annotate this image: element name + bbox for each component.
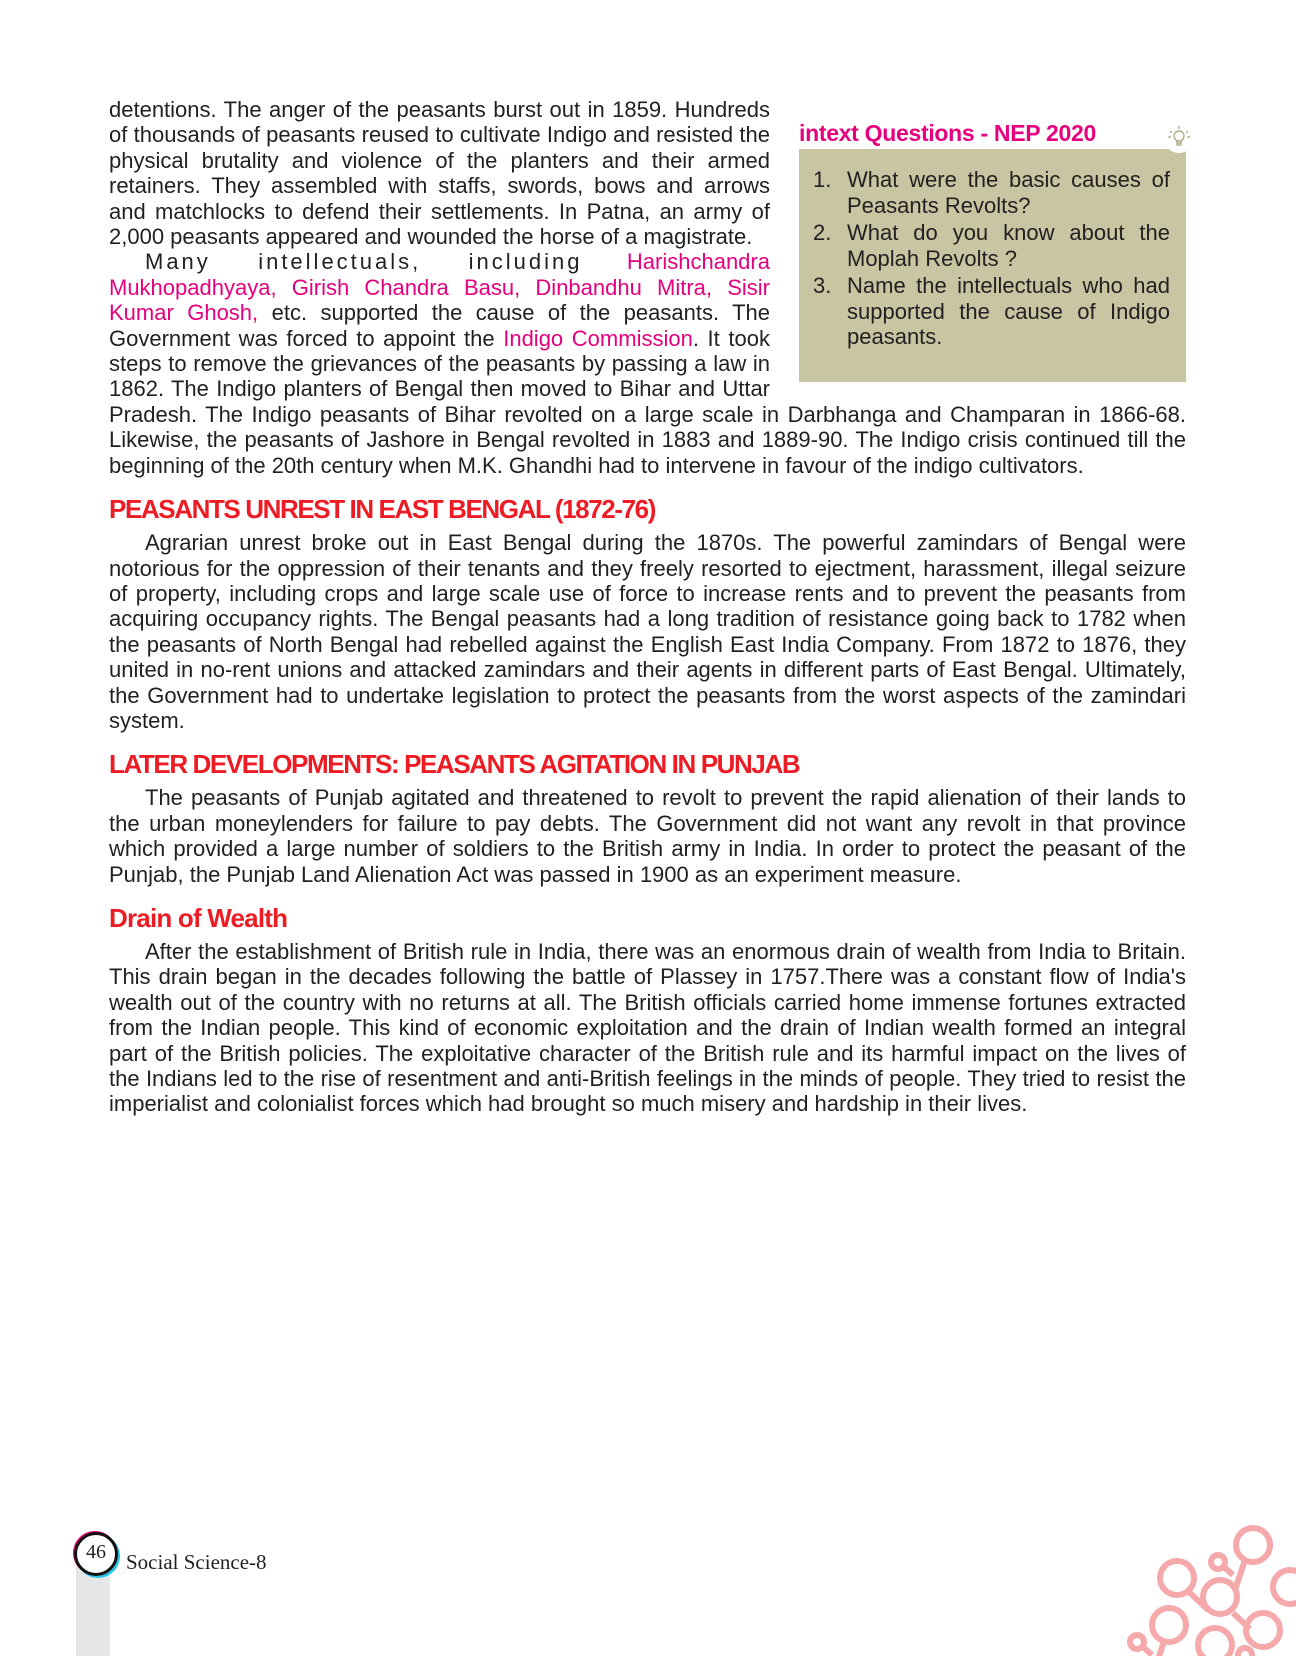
intext-title: intext Questions - NEP 2020 <box>799 120 1096 146</box>
question-item <box>813 273 1170 350</box>
intext-questions-panel <box>799 119 1186 382</box>
paragraph: Agrarian unrest broke out in East Bengal during the 1870s. The powerful zamindars of Bengal were notorious for the oppression of their tenants and they freely resorted to ejectment, harassment, illegal seizure of property, including crops and large scale use of force to increase rents and to prevent the peasants from acquiring occupancy rights. The Bengal peasants had a long tradition of resistance going back to 1782 when the peasants of North Bengal had rebelled against the English East India Company. From 1872 to 1876, they united in no-rent unions and attacked zamindars and their agents in different parts of East Bengal. Ultimately, the Government had to undertake legislation to protect the peasants from the worst aspects of the zamindari system. <box>109 530 1186 733</box>
decorative-circles <box>1120 1515 1296 1656</box>
text: Many intellectuals, including <box>145 249 583 275</box>
book-title: Social Science-8 <box>126 1550 267 1574</box>
text: etc. supported the cause of the peasants. The Government was forced to appoint the <box>109 300 770 351</box>
question-number: 3. <box>813 273 832 298</box>
page-content <box>109 97 1186 1117</box>
page-number: 46 <box>74 1532 118 1576</box>
lightbulb-icon <box>1164 123 1194 153</box>
paragraph: The peasants of Punjab agitated and threatened to revolt to prevent the rapid alienation of their lands to the urban moneylenders for failure to pay debts. The Government did not want any revolt in that province which provided a large number of soldiers to the British army in India. In order to protect the peasant of the Punjab, the Punjab Land Alienation Act was passed in 1900 as an experiment measure. <box>109 785 1186 887</box>
section-heading: LATER DEVELOPMENTS: PEASANTS AGITATION IN PUNJAB <box>109 749 800 780</box>
question-text: What do you know about the Moplah Revolts ? <box>847 220 1170 271</box>
question-item <box>813 220 1170 271</box>
question-number: 1. <box>813 167 832 192</box>
question-text: Name the intellectuals who had supported the cause of Indigo peasants. <box>847 273 1170 349</box>
paragraph: detentions. The anger of the peasants burst out in 1859. Hundreds of thousands of peasants reused to cultivate Indigo and resisted the physical brutality and violence of the planters and their armed retainers. They assembled with staffs, swords, bows and arrows and matchlocks to defend their settlements. In Patna, an army of 2,000 peasants appeared and wounded the horse of a magistrate. <box>109 97 770 250</box>
section-heading: PEASANTS UNREST IN EAST BENGAL (1872-76) <box>109 494 655 525</box>
highlighted-names: Harishchandra Mukhopadhyaya, Girish Chandra Basu, Dinbandhu Mitra, Sisir Kumar Ghosh, <box>109 249 770 326</box>
question-number: 2. <box>813 220 832 245</box>
section-heading: Drain of Wealth <box>109 902 288 933</box>
intext-questions-box <box>799 149 1186 382</box>
text: . It took steps to remove the grievances of the peasants by passing a law in 1862. The Indigo planters of Bengal then moved to Bihar and Uttar Pradesh. The Indigo peasants of Bihar revolted on a large scale in Darbhanga and Champaran in 1866-68. Likewise, the peasants of Jashore in Bengal revolted in 1883 and 1889-90. The Indigo crisis continued till the beginning of the 20th century when M.K. Ghandhi had to intervene in favour of the indigo cultivators. <box>109 325 1186 478</box>
footer-strip <box>76 1565 110 1656</box>
question-text: What were the basic causes of Peasants Revolts? <box>847 167 1170 218</box>
paragraph: After the establishment of British rule in India, there was an enormous drain of wealth from India to Britain. This drain began in the decades following the battle of Plassey in 1757.There was a constant flow of India's wealth out of the country with no returns at all. The British officials carried home immense fortunes extracted from the Indian people. This kind of economic exploitation and the drain of Indian wealth formed an integral part of the British policies. The exploitative character of the British rule and its harmful impact on the lives of the Indians led to the rise of resentment and anti-British feelings in the minds of people. They tried to resist the imperialist and colonialist forces which had brought so much misery and hardship in their lives. <box>109 938 1186 1117</box>
highlighted-term: Indigo Commission <box>503 325 693 351</box>
question-item <box>813 167 1170 218</box>
